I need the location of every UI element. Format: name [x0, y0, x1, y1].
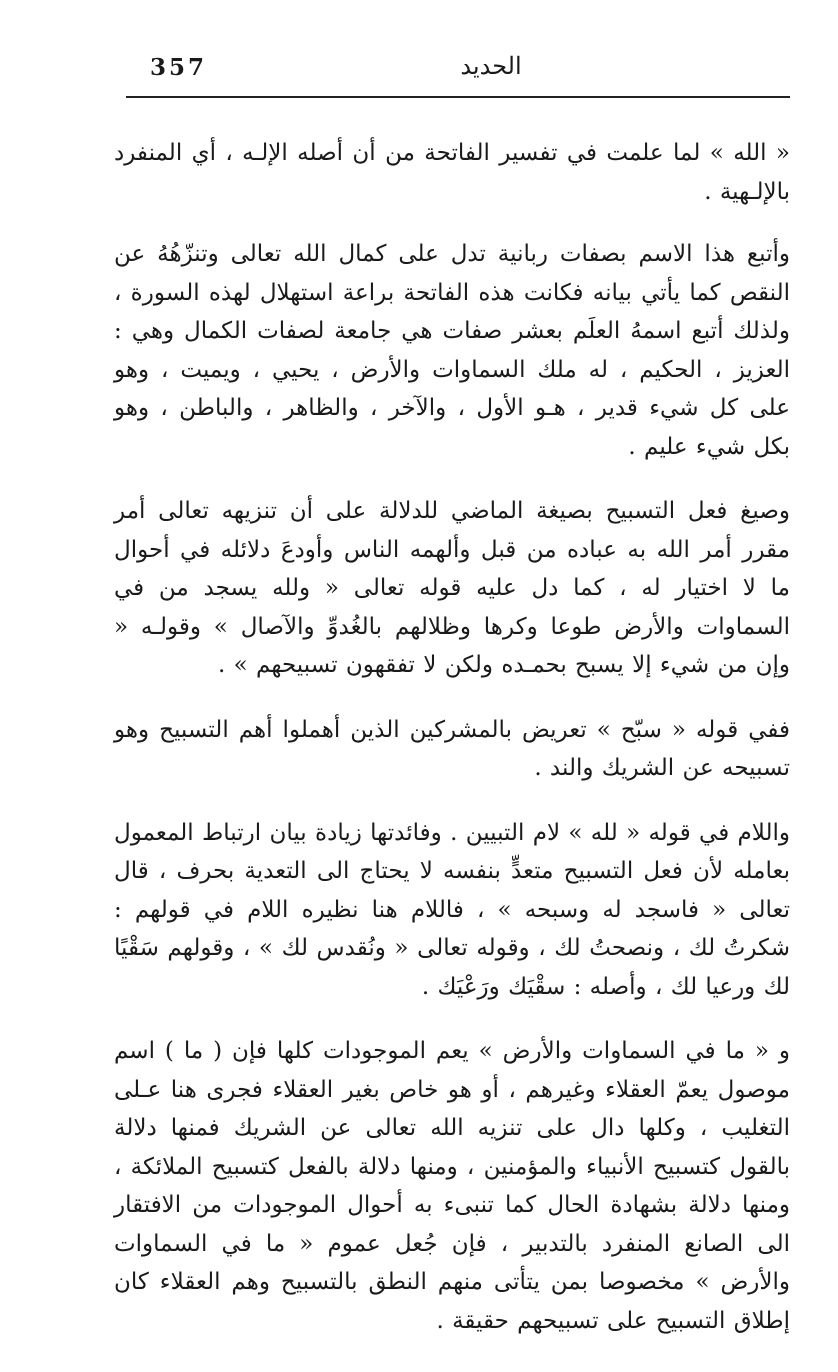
- paragraph: ففي قوله « سبّح » تعريض بالمشركين الذين أهملوا أهم التسبيح وهو تسبيحه عن الشريك والند .: [114, 716, 790, 781]
- paragraph: وأتبع هذا الاسم بصفات ربانية تدل على كمال الله تعالى وتنزّهُهُ عن النقص كما يأتي بيانه فكانت هذه الفاتحة براعة استهلال لهذه السورة ، ولذلك أتبع اسمهُ العلَم بعشر صفات هي جامعة لصفات الكمال وهي : العزيز ، الحكيم ، له ملك السماوات والأرض ، يحيي ، ويميت ، وهو على كل شيء قدير ، هـو الأول ، والآخر ، والظاهر ، والباطن ، وهو بكل شيء عليم .: [114, 241, 790, 460]
- page-header: [126, 48, 790, 96]
- running-title: الحديد: [460, 52, 522, 80]
- paragraph: واللام في قوله « لله » لام التبيين . وفائدتها زيادة بيان ارتباط المعمول بعامله لأن فعل التسبيح متعدٍّ بنفسه لا يحتاج الى التعدية بحرف ، قال تعالى « فاسجد له وسبحه » ، فاللام هنا نظيره اللام في قولهم : شكرتُ لك ، ونصحتُ لك ، وقوله تعالى « ونُقدس لك » ، وقولهم سَقْيًا لك ورعيا لك ، وأصله : سقْيَك ورَعْيَك .: [114, 819, 790, 1000]
- page-number: 357: [150, 54, 208, 81]
- header-divider: [126, 96, 790, 98]
- page-body: [114, 134, 790, 1366]
- paragraph: « الله » لما علمت في تفسير الفاتحة من أن أصله الإلـه ، أي المنفرد بالإلـهية .: [114, 140, 790, 205]
- paragraph: و « ما في السماوات والأرض » يعم الموجودات كلها فإن ( ما ) اسم موصول يعمّ العقلاء وغيرهم ، أو هو خاص بغير العقلاء فجرى هنا عـلى التغليب ، وكلها دال على تنزيه الله تعالى عن الشريك فمنها دلالة بالقول كتسبيح الأنبياء والمؤمنين ، ومنها دلالة بالفعل كتسبيح الملائكة ، ومنها دلالة بشهادة الحال كما تنبىء به أحوال الموجودات من الافتقار الى الصانع المنفرد بالتدبير ، فإن جُعل عموم « ما في السماوات والأرض » مخصوصا بمن يتأتى منهم النطق بالتسبيح وهم العقلاء كان إطلاق التسبيح على تسبيحهم حقيقة .: [114, 1038, 790, 1334]
- paragraph: وصيغ فعل التسبيح بصيغة الماضي للدلالة على أن تنزيهه تعالى أمر مقرر أمر الله به عباده من قبل وألهمه الناس وأودعَ دلائله في أحوال ما لا اختيار له ، كما دل عليه قوله تعالى « ولله يسجد من في السماوات والأرض طوعا وكرها وظلالهم بالغُدوِّ والآصال » وقولـه « وإن من شيء إلا يسبح بحمـده ولكن لا تفقهون تسبيحهم » .: [114, 498, 790, 678]
